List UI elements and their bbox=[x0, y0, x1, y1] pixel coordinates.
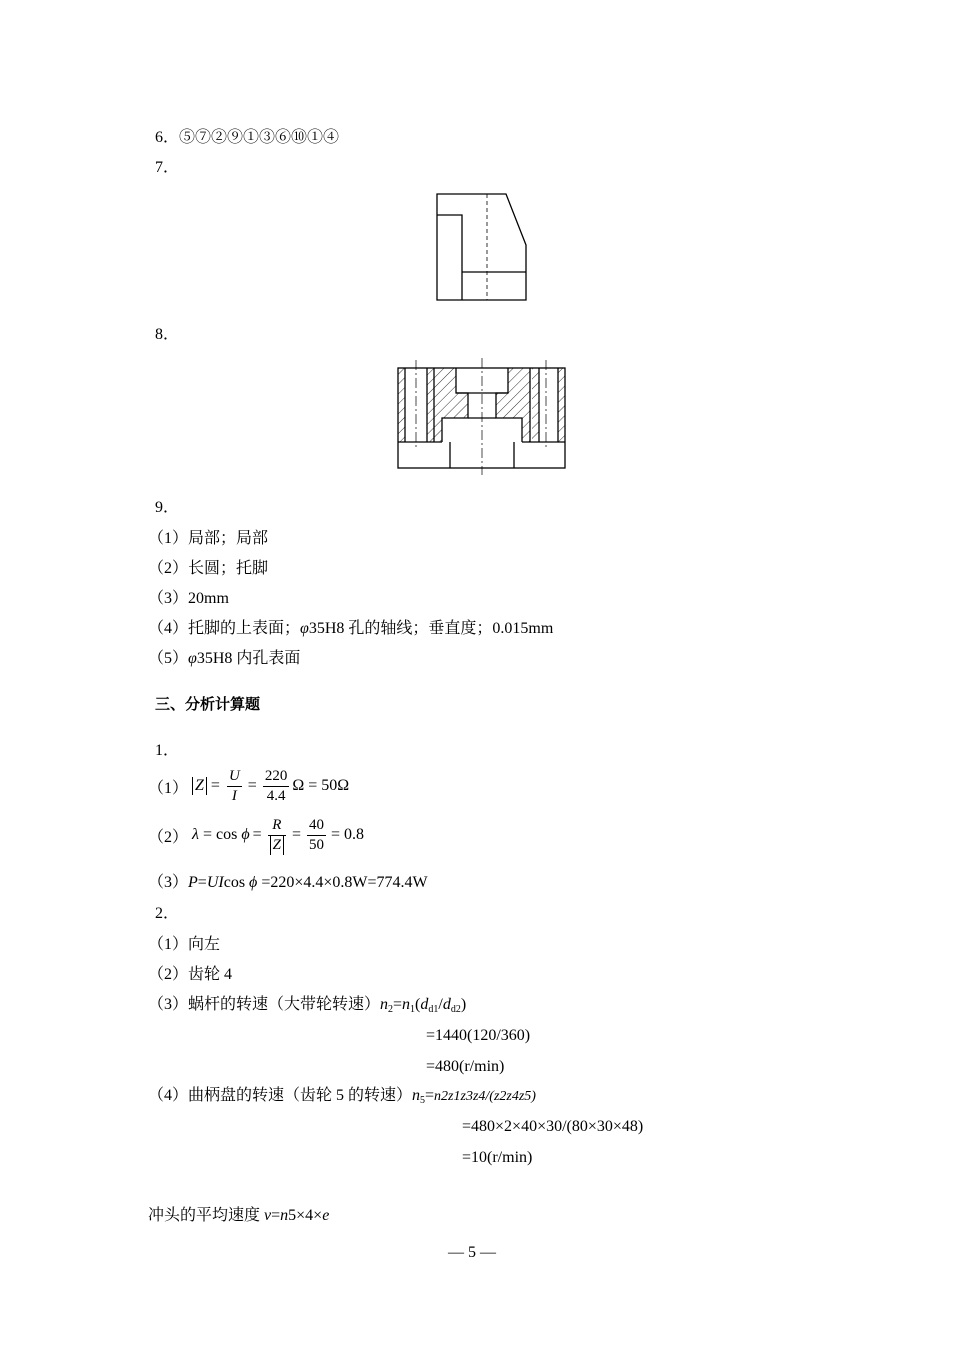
phi-symbol: φ bbox=[300, 620, 309, 637]
page-number: — 5 — bbox=[448, 1244, 496, 1261]
phi-symbol: φ bbox=[188, 650, 197, 667]
calc1-formula-3: （3）P=UIcos ϕ =220×4.4×0.8W=774.4W bbox=[148, 874, 428, 891]
fraction-r-over-z: $\frac{R}{Z}$ bbox=[268, 816, 286, 855]
abs-z: Z bbox=[192, 777, 207, 795]
calc2-line-4b: =10(r/min) bbox=[462, 1149, 533, 1166]
fraction-220-over-4-4: $\frac{220}{4.4}$ bbox=[264, 767, 288, 804]
item9-line-4: （4）托脚的上表面；φ35H8 孔的轴线；垂直度；0.015mm bbox=[148, 620, 554, 637]
fraction-40-over-50: $\frac{40}{50}$ bbox=[309, 816, 324, 853]
calc2-line-3a: =1440(120/360) bbox=[426, 1027, 531, 1044]
calc2-line-2: （2）齿轮 4 bbox=[148, 966, 233, 983]
calc1-formula-2: （2） λ = cos ϕ = $\frac{R}{Z}$ = $\frac{40}{50}$ = 0.8 bbox=[148, 816, 365, 853]
item9-number: 9． bbox=[155, 499, 180, 516]
calc2-line-4a: =480×2×40×30/(80×30×48) bbox=[462, 1118, 644, 1135]
fraction-u-over-i: $\frac{U}{I}$ bbox=[228, 767, 240, 804]
item9-line-1: （1）局部；局部 bbox=[148, 530, 269, 547]
calc2-line-3: （3）蜗杆的转速（大带轮转速）$n_2=n_1(d_{d1}/d_{d2})$ bbox=[148, 996, 467, 1015]
item9-line-2: （2）长圆；托脚 bbox=[148, 560, 269, 577]
section-3-title: 三、分析计算题 bbox=[155, 695, 261, 713]
calc2-line-4: （4）曲柄盘的转速（齿轮 5 的转速）$n_5=n2z1z3z4/(z2z4z5)$ bbox=[148, 1087, 536, 1106]
item8-number: 8． bbox=[155, 326, 180, 343]
item6-answer: ⑤⑦②⑨①③⑥⑩①④ bbox=[179, 129, 340, 146]
calc2-number: 2． bbox=[155, 905, 180, 922]
item9-line-5: （5）φ35H8 内孔表面 bbox=[148, 650, 301, 667]
calc2-line-3b: =480(r/min) bbox=[426, 1058, 505, 1075]
item6-line bbox=[155, 128, 339, 148]
calc1-number: 1． bbox=[155, 742, 180, 759]
calc1-formula-1: （1） Z = $\frac{U}{I}$ = $\frac{220}{4.4}$ Ω = 50Ω bbox=[148, 767, 350, 804]
item9-line-3: （3）20mm bbox=[148, 590, 229, 607]
item7-number: 7． bbox=[155, 159, 180, 176]
item6-number: 6． bbox=[155, 129, 180, 146]
punch-speed-line: 冲头的平均速度 v=n5×4×e bbox=[148, 1207, 330, 1224]
calc2-line-1: （1）向左 bbox=[148, 936, 221, 953]
